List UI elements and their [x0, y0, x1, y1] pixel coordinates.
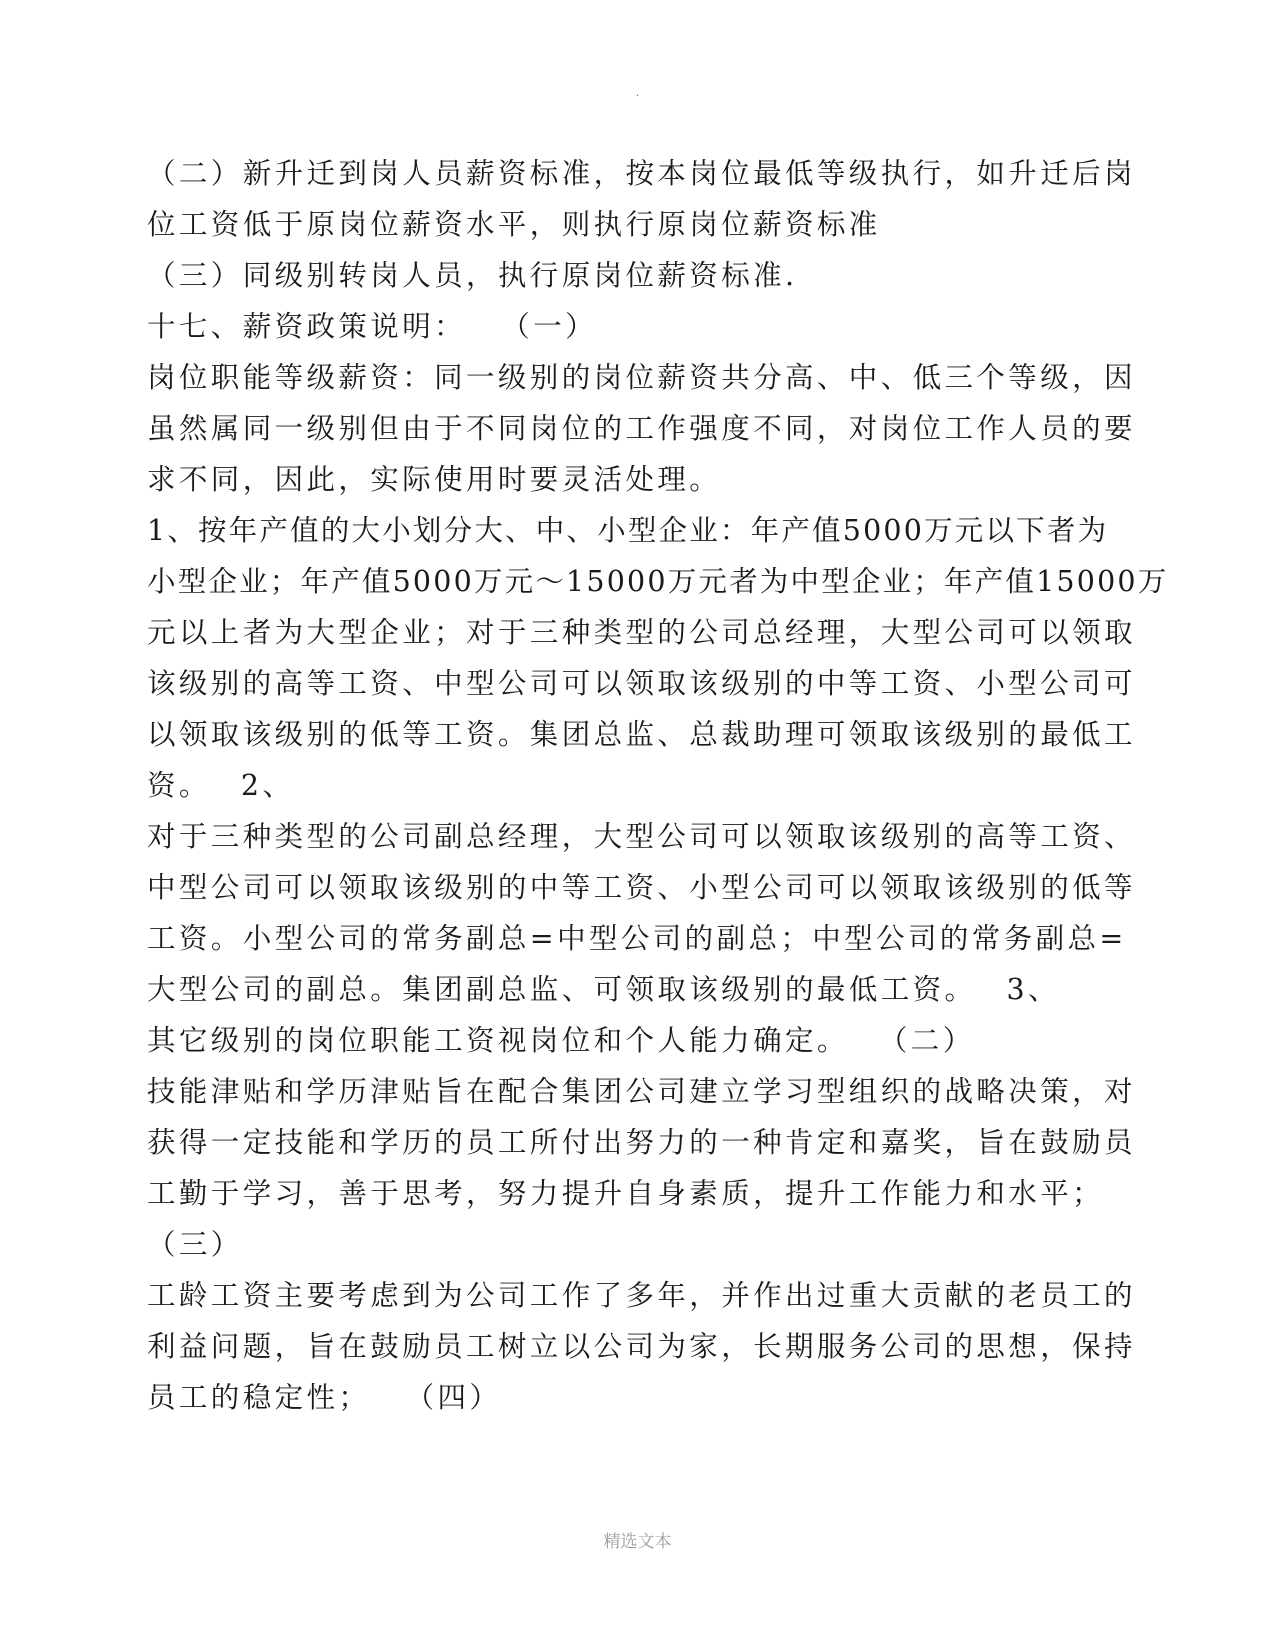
text-line: 十七、薪资政策说明： （一） — [147, 310, 598, 343]
text-line: （二）新升迁到岗人员薪资标准，按本岗位最低等级执行，如升迁后岗 — [147, 157, 1136, 190]
text-line: 工龄工资主要考虑到为公司工作了多年，并作出过重大贡献的老员工的 — [147, 1279, 1136, 1312]
text-line: 其它级别的岗位职能工资视岗位和个人能力确定。 （二） — [147, 1024, 975, 1057]
text-line: 中型公司可以领取该级别的中等工资、小型公司可以领取该级别的低等 — [147, 871, 1136, 904]
text-line: （三）同级别转岗人员，执行原岗位薪资标准. — [147, 259, 798, 292]
body-text — [147, 148, 1169, 1423]
text-line: 利益问题，旨在鼓励员工树立以公司为家，长期服务公司的思想，保持 — [147, 1330, 1136, 1363]
header-mark: . — [635, 88, 640, 99]
text-line: 以领取该级别的低等工资。集团总监、总裁助理可领取该级别的最低工 — [147, 718, 1136, 751]
text-line: 技能津贴和学历津贴旨在配合集团公司建立学习型组织的战略决策，对 — [147, 1075, 1136, 1108]
text-line: 工勤于学习，善于思考，努力提升自身素质，提升工作能力和水平； — [147, 1177, 1105, 1210]
text-line: 对于三种类型的公司副总经理，大型公司可以领取该级别的高等工资、 — [147, 820, 1136, 853]
text-line: 该级别的高等工资、中型公司可以领取该级别的中等工资、小型公司可 — [147, 667, 1136, 700]
page-footer: 精选文本 — [603, 1532, 672, 1552]
text-line: 小型企业；年产值5000万元～15000万元者为中型企业；年产值15000万 — [147, 565, 1169, 598]
text-line: （三） — [147, 1228, 243, 1261]
text-line: 资。 2、 — [147, 769, 295, 802]
text-line: 工资。小型公司的常务副总=中型公司的副总；中型公司的常务副总= — [147, 922, 1127, 955]
text-line: 岗位职能等级薪资：同一级别的岗位薪资共分高、中、低三个等级，因 — [147, 361, 1136, 394]
text-line: 员工的稳定性； （四） — [147, 1381, 502, 1414]
text-line: 位工资低于原岗位薪资水平，则执行原岗位薪资标准 — [147, 208, 881, 241]
text-line: 获得一定技能和学历的员工所付出努力的一种肯定和嘉奖，旨在鼓励员 — [147, 1126, 1136, 1159]
text-line: 大型公司的副总。集团副总监、可领取该级别的最低工资。 3、 — [147, 973, 1060, 1006]
text-line: 元以上者为大型企业；对于三种类型的公司总经理，大型公司可以领取 — [147, 616, 1136, 649]
text-line: 求不同，因此，实际使用时要灵活处理。 — [147, 463, 722, 496]
text-line: 虽然属同一级别但由于不同岗位的工作强度不同，对岗位工作人员的要 — [147, 412, 1136, 445]
text-line: 1、按年产值的大小划分大、中、小型企业：年产值5000万元以下者为 — [147, 514, 1109, 547]
